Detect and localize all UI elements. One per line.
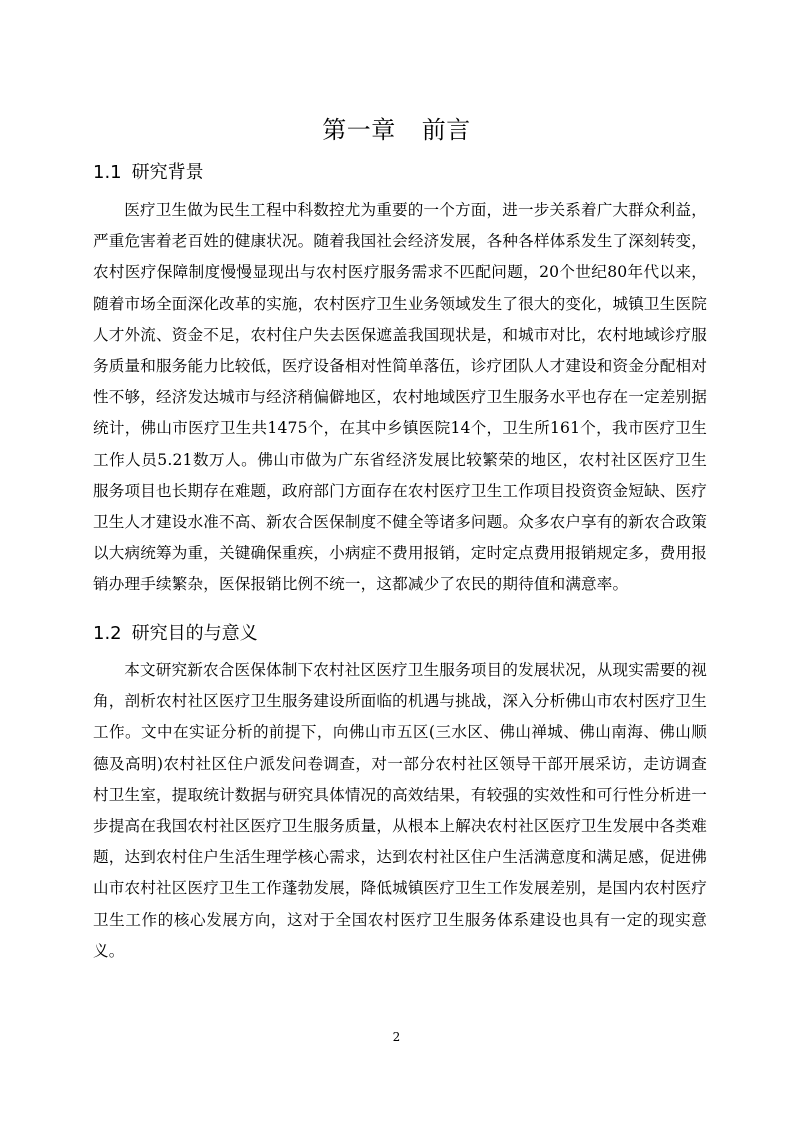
section-title: 研究目的与意义	[131, 623, 258, 644]
chapter-name: 前言	[421, 116, 471, 144]
chapter-number: 第一章	[322, 116, 396, 144]
section-heading-background	[93, 160, 204, 186]
chapter-title	[0, 112, 793, 148]
section-paragraph-purpose: 本文研究新农合医保体制下农村社区医疗卫生服务项目的发展状况，从现实需要的视角，剖析农村社区医疗卫生服务建设所面临的机遇与挑战，深入分析佛山市农村医疗卫生工作。文中在实证分析的前提下，向佛山市五区(三水区、佛山禅城、佛山南海、佛山顺德及高明)农村社区住户派发问卷调查，对一部分农村社区领导干部开展采访，走访调查村卫生室，提取统计数据与研究具体情况的高效结果，有较强的实效性和可行性分析进一步提高在我国农村社区医疗卫生服务质量，从根本上解决农村社区医疗卫生发展中各类难题，达到农村住户生活生理学核心需求，达到农村社区住户生活满意度和满足感，促进佛山市农村社区医疗卫生工作蓬勃发展，降低城镇医疗卫生工作发展差别，是国内农村医疗卫生工作的核心发展方向，这对于全国农村医疗卫生服务体系建设也具有一定的现实意义。	[93, 661, 708, 960]
section-title: 研究背景	[131, 162, 204, 183]
section-heading-purpose	[93, 621, 258, 647]
page-number: 2	[392, 1030, 401, 1044]
section-number: 1.1	[93, 162, 122, 183]
section-paragraph-background: 医疗卫生做为民生工程中科数控尤为重要的一个方面，进一步关系着广大群众利益，严重危害着老百姓的健康状况。随着我国社会经济发展，各种各样体系发生了深刻转变，农村医疗保障制度慢慢显现出与农村医疗服务需求不匹配问题，20个世纪80年代以来，随着市场全面深化改革的实施，农村医疗卫生业务领域发生了很大的变化，城镇卫生医院人才外流、资金不足，农村住户失去医保遮盖我国现状是，和城市对比，农村地域诊疗服务质量和服务能力比较低，医疗设备相对性简单落伍，诊疗团队人才建设和资金分配相对性不够，经济发达城市与经济稍偏僻地区，农村地域医疗卫生服务水平也存在一定差别据统计，佛山市医疗卫生共1475个，在其中乡镇医院14个，卫生所161个，我市医疗卫生工作人员5.21数万人。佛山市做为广东省经济发展比较繁荣的地区，农村社区医疗卫生服务项目也长期存在难题，政府部门方面存在农村医疗卫生工作项目投资资金短缺、医疗卫生人才建设水准不高、新农合医保制度不健全等诸多问题。众多农户享有的新农合政策以大病统筹为重，关键确保重疾，小病症不费用报销，定时定点费用报销规定多，费用报销办理手续繁杂，医保报销比例不统一，这都减少了农民的期待值和满意率。	[93, 201, 708, 594]
section-number: 1.2	[93, 623, 122, 644]
